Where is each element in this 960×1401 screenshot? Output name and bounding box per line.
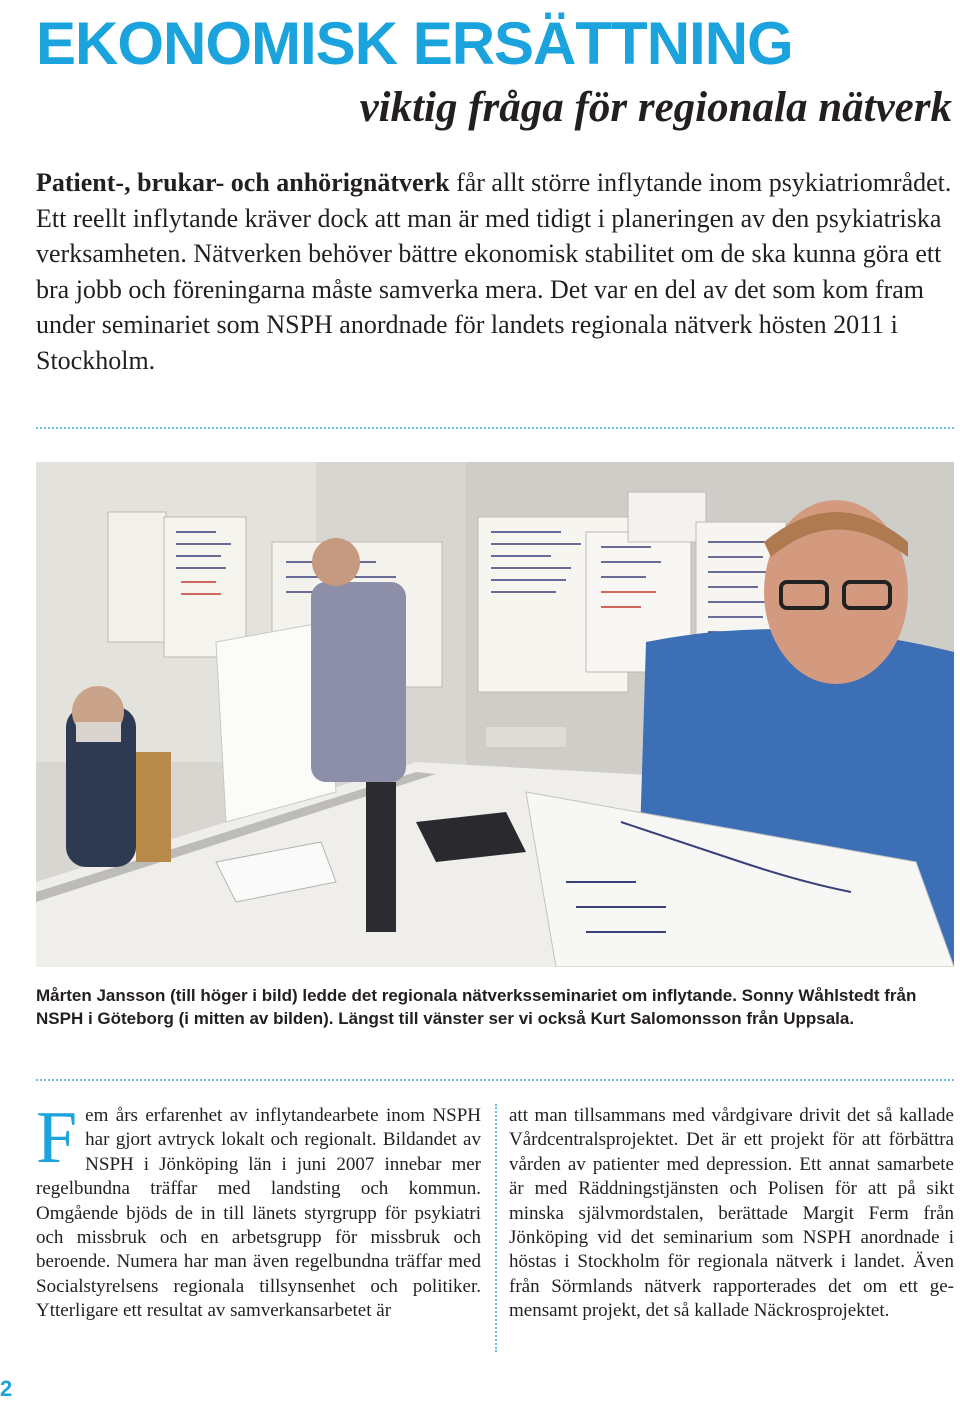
divider-bottom bbox=[36, 1079, 954, 1081]
body-column-right: att man tillsammans med vårdgivare drivit det så kallade Vårdcentralsprojektet. Det är ett projekt för att förbättra vården av patienter med depression. Ett annat samarbete är med Räddningstjänsten och Polisen för att på sikt minska självmordstalen, berättade Margit Ferm från Jönköping vid det seminarium som NSPH anordnade i höstas i Stockholm för regionala nätverk i landet. Även från Sörmlands nätverk rapporterades det om ett gemensamt projekt, det så kallade Näckrosprojektet. bbox=[509, 1105, 954, 1322]
photo-caption: Mårten Jansson (till höger i bild) ledde det regionala nätverksseminariet om inflytande. Sonny Wåhlstedt från NSPH i Göteborg (i mitten av bilden). Längst till vänster ser vi också Kurt Salomonsson från Uppsala. bbox=[36, 986, 917, 1028]
divider-top bbox=[36, 427, 954, 429]
photo-illustration bbox=[36, 462, 954, 967]
intro-text: får allt större inflytande inom psykiatriområdet. Ett reellt inflytande kräver dock att man är med tidigt i planeringen av den psykiatriska verksamheten. Nätverken behöver bättre ekonomisk stabilitet om de ska kunna göra ett bra jobb och föreningarna måste samverka mera. Det var en del av det som kom fram under seminariet som NSPH anordnade för landets regionala nätverk hösten 2011 i Stockholm. bbox=[36, 168, 952, 375]
article-subtitle: viktig fråga för regionala nätverk bbox=[359, 84, 952, 131]
page-number: 2 bbox=[0, 1376, 13, 1401]
body-column-left bbox=[36, 1097, 481, 1324]
dropcap: F bbox=[36, 1097, 78, 1179]
intro-paragraph bbox=[36, 165, 954, 378]
column-rule bbox=[495, 1104, 497, 1352]
article-title: EKONOMISK ERSÄTTNING bbox=[36, 10, 793, 77]
body-left-text: em års erfarenhet av inflytandearbete inom NSPH har gjort avtryck lokalt och regionalt. Bildandet av NSPH i Jönköping län i juni 2007 innebar mer regelbundna träffar med landsting och kommun. Omgående bjöds de in till länets styrgrupp för psykiatri och missbruk och en arbetsgrupp för missbruk och beroende. Numera har man även regelbundna träffar med Socialstyrelsens regionala tillsynsenhet och politiker. Ytterligare ett resultat av samverkansarbetet är bbox=[36, 1105, 481, 1322]
intro-lead: Patient-, brukar- och anhörignätverk bbox=[36, 168, 450, 197]
meeting-photo bbox=[36, 462, 954, 967]
